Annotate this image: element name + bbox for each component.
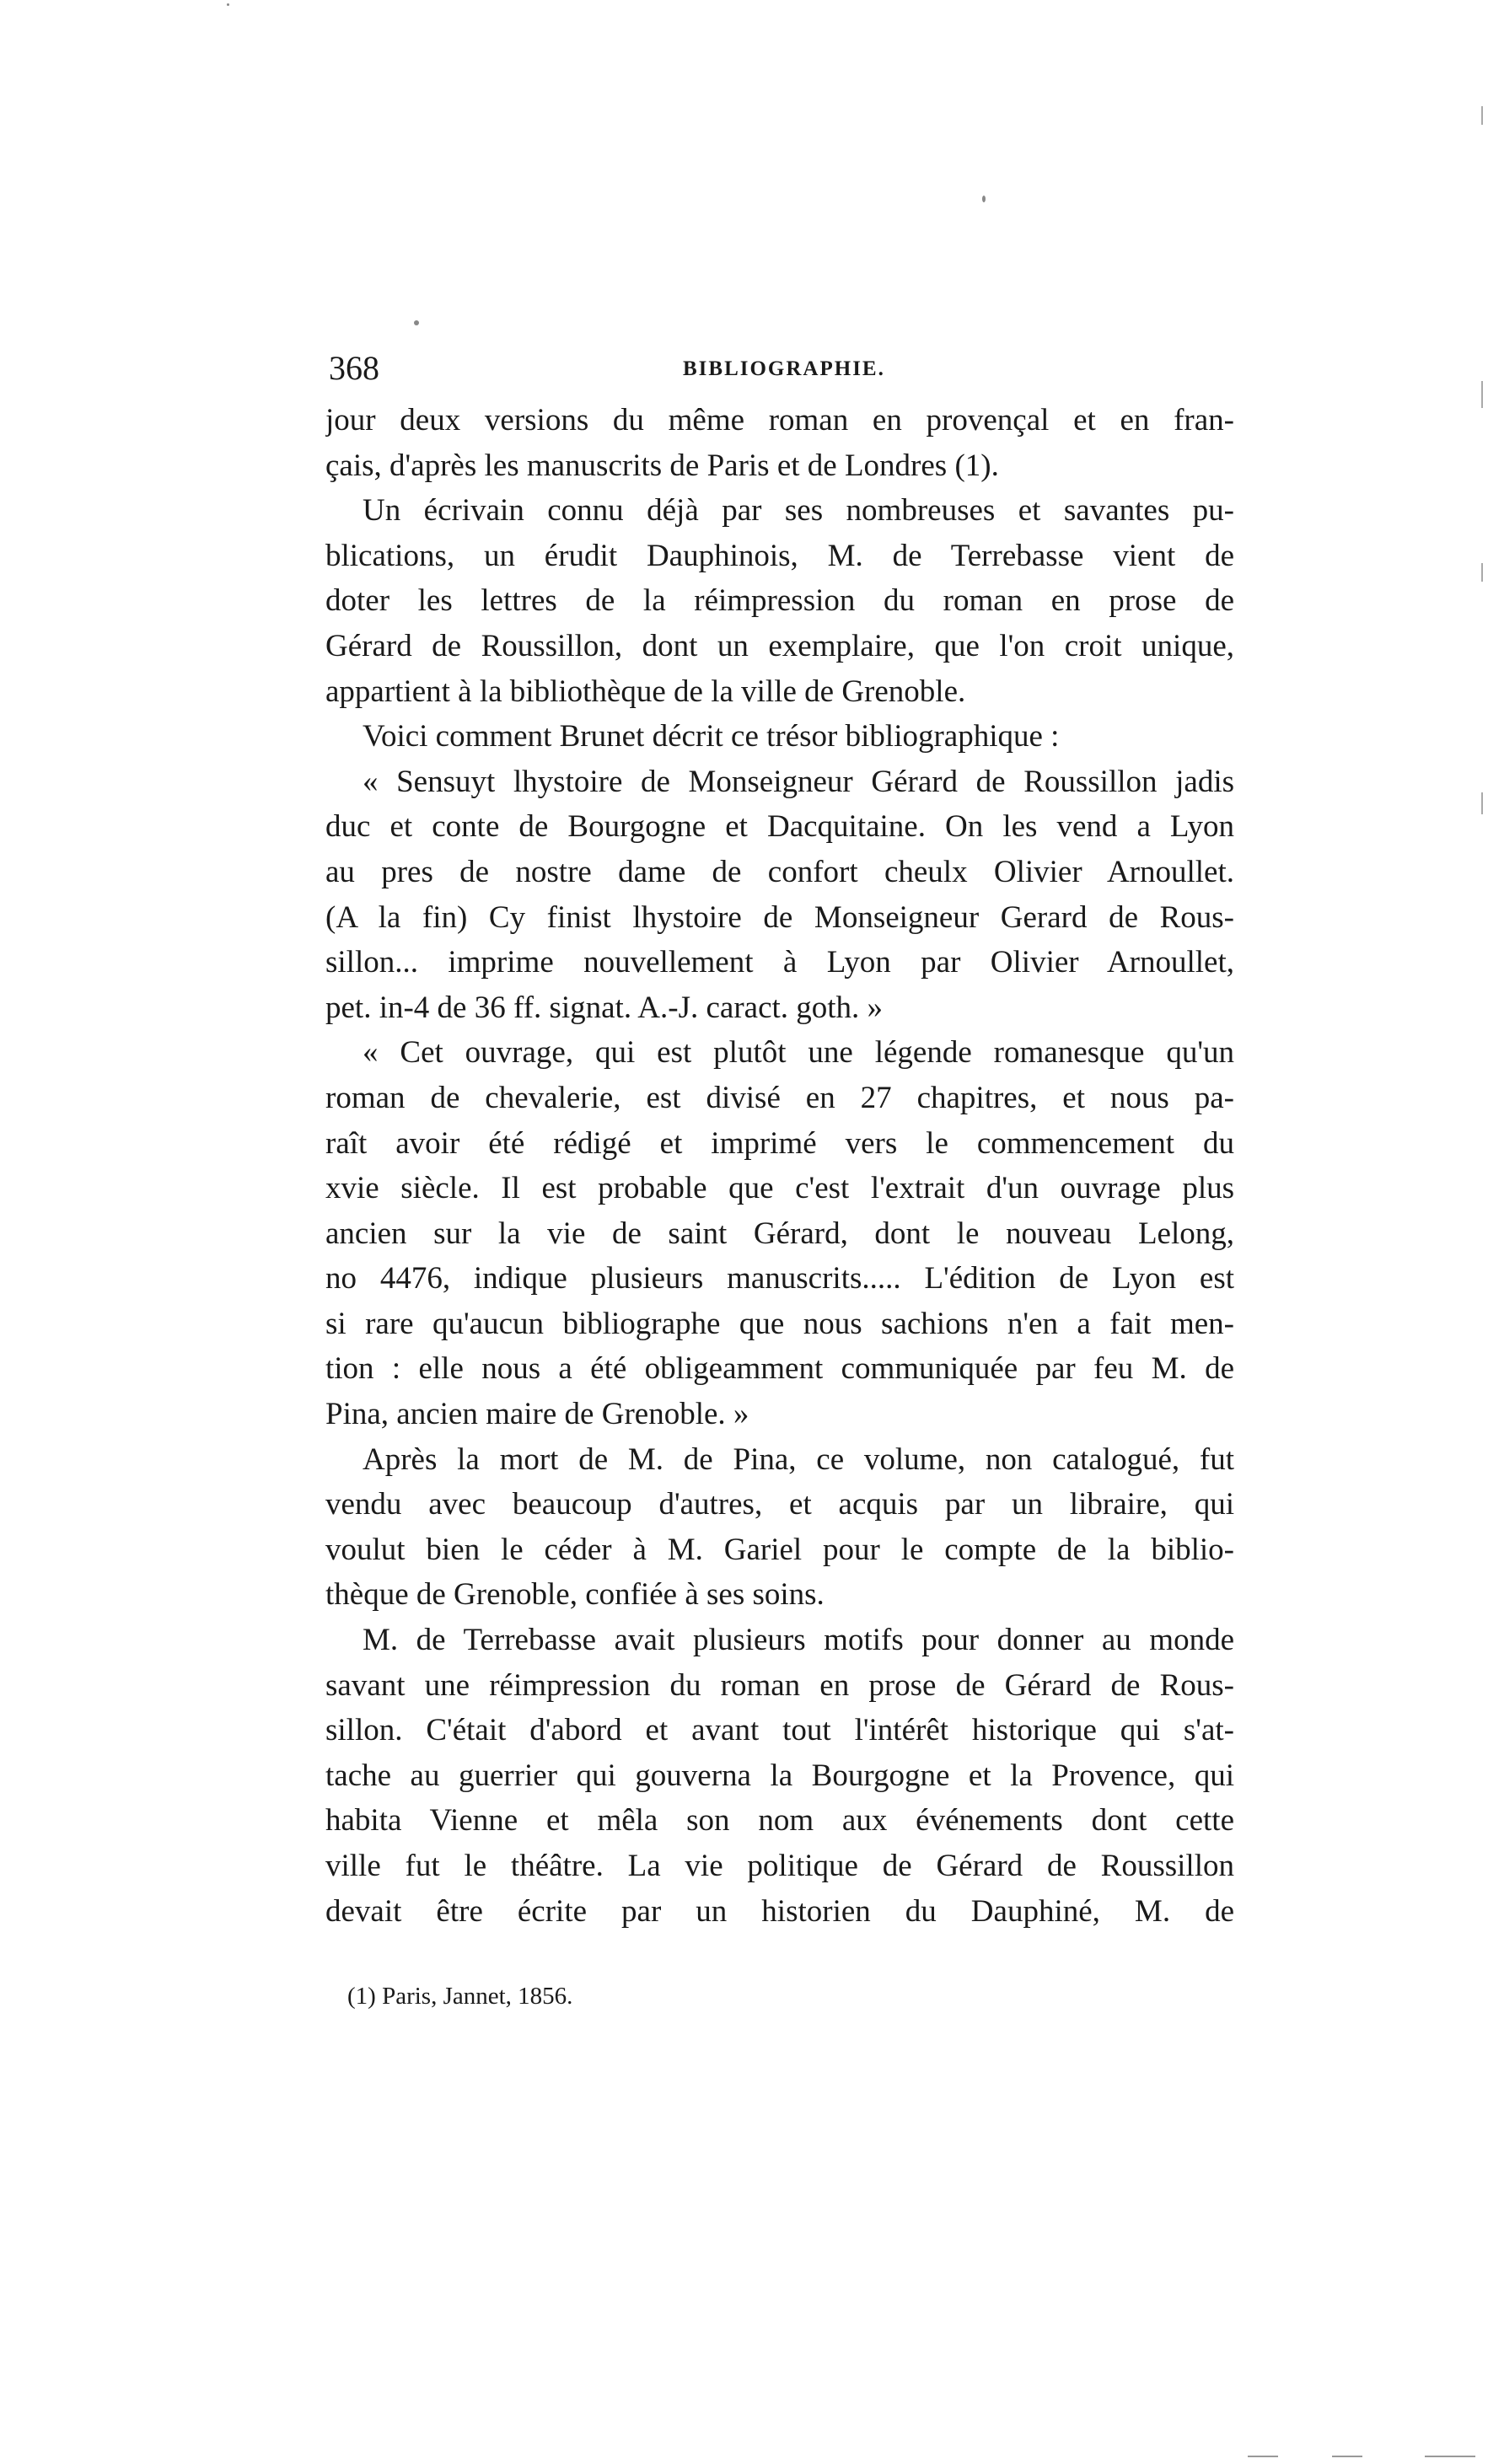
text-line: « Sensuyt lhystoire de Monseigneur Gérard de Roussillon jadis: [363, 764, 1234, 799]
text-line: thèque de Grenoble, confiée à ses soins.: [325, 1577, 825, 1613]
margin-mark: [1481, 792, 1483, 814]
text-line: duc et conte de Bourgogne et Dacquitaine. On les vend a Lyon: [325, 809, 1234, 845]
text-line: Pina, ancien maire de Grenoble. »: [325, 1397, 749, 1432]
text-line: Gérard de Roussillon, dont un exemplaire, que l'on croit unique,: [325, 628, 1234, 663]
text-line: habita Vienne et mêla son nom aux événements dont cette: [325, 1803, 1234, 1839]
text-line: doter les lettres de la réimpression du roman en prose de: [325, 583, 1234, 619]
text-line: jour deux versions du même roman en provençal et en fran-: [325, 403, 1234, 438]
text-line: appartient à la bibliothèque de la ville de Grenoble.: [325, 674, 966, 709]
print-speck: [414, 320, 419, 325]
text-line: no 4476, indique plusieurs manuscrits..... L'édition de Lyon est: [325, 1261, 1234, 1296]
text-line: raît avoir été rédigé et imprimé vers le commencement du: [325, 1125, 1234, 1161]
print-speck: [982, 196, 986, 202]
text-line: voulut bien le céder à M. Gariel pour le compte de la biblio-: [325, 1532, 1234, 1567]
text-line: Voici comment Brunet décrit ce trésor bibliographique :: [363, 719, 1060, 754]
body-text: [325, 398, 1234, 1934]
text-line: ancien sur la vie de saint Gérard, dont le nouveau Lelong,: [325, 1216, 1234, 1251]
margin-mark: [1481, 563, 1483, 582]
text-line: xvie siècle. Il est probable que c'est l'extrait d'un ouvrage plus: [325, 1171, 1234, 1206]
margin-mark: [1481, 106, 1483, 125]
text-line: sillon. C'était d'abord et avant tout l'intérêt historique qui s'at-: [325, 1713, 1234, 1748]
text-line: au pres de nostre dame de confort cheulx Olivier Arnoullet.: [325, 854, 1234, 889]
text-line: tache au guerrier qui gouverna la Bourgogne et la Provence, qui: [325, 1758, 1234, 1793]
text-line: vendu avec beaucoup d'autres, et acquis par un libraire, qui: [325, 1487, 1234, 1522]
running-head: BIBLIOGRAPHIE.: [683, 357, 885, 380]
footnote: (1) Paris, Jannet, 1856.: [347, 1983, 573, 2010]
text-line: si rare qu'aucun bibliographe que nous sachions n'en a fait men-: [325, 1306, 1234, 1341]
margin-mark: [1332, 2456, 1362, 2457]
text-line: ville fut le théâtre. La vie politique de Gérard de Roussillon: [325, 1849, 1234, 1883]
text-line: sillon... imprime nouvellement à Lyon par Olivier Arnoullet,: [325, 945, 1234, 980]
text-line: roman de chevalerie, est divisé en 27 chapitres, et nous pa-: [325, 1080, 1234, 1115]
margin-mark: [1425, 2456, 1475, 2457]
text-line: « Cet ouvrage, qui est plutôt une légende romanesque qu'un: [363, 1035, 1234, 1071]
margin-mark: [1481, 381, 1483, 408]
page-number: 368: [329, 349, 379, 387]
text-line: tion : elle nous a été obligeamment communiquée par feu M. de: [325, 1351, 1234, 1387]
text-line: pet. in-4 de 36 ff. signat. A.-J. caract. goth. »: [325, 990, 884, 1025]
text-line: devait être écrite par un historien du Dauphiné, M. de: [325, 1893, 1234, 1929]
margin-mark: [1248, 2456, 1278, 2457]
text-line: blications, un érudit Dauphinois, M. de Terrebasse vient de: [325, 538, 1234, 573]
text-line: Après la mort de M. de Pina, ce volume, non catalogué, fut: [363, 1441, 1234, 1477]
text-line: Un écrivain connu déjà par ses nombreuses et savantes pu-: [363, 493, 1234, 529]
print-speck: [227, 3, 229, 6]
text-line: M. de Terrebasse avait plusieurs motifs pour donner au monde: [363, 1623, 1234, 1658]
text-line: savant une réimpression du roman en prose de Gérard de Rous-: [325, 1667, 1234, 1703]
text-line: (A la fin) Cy finist lhystoire de Monseigneur Gerard de Rous-: [325, 899, 1234, 935]
text-line: çais, d'après les manuscrits de Paris et de Londres (1).: [325, 448, 999, 483]
